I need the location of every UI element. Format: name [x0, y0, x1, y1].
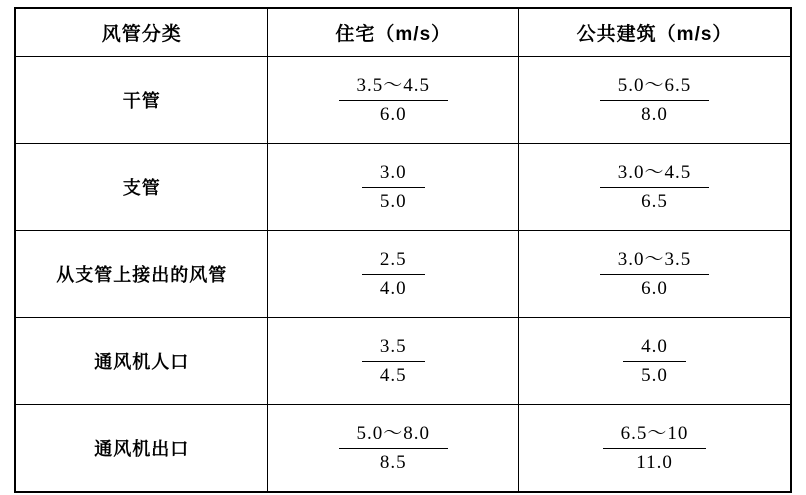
row-category: 通风机出口 — [15, 405, 268, 493]
row-category: 支管 — [15, 144, 268, 231]
row-public-value — [519, 57, 791, 144]
fraction-denominator: 4.0 — [379, 277, 407, 299]
fraction-denominator: 5.0 — [641, 364, 668, 386]
fraction — [603, 422, 707, 475]
row-public-value — [519, 318, 791, 405]
table-row — [15, 57, 791, 144]
table-row — [15, 144, 791, 231]
fraction — [362, 161, 425, 214]
row-category: 从支管上接出的风管 — [15, 231, 268, 318]
fraction-denominator: 5.0 — [379, 190, 407, 212]
fraction-denominator: 8.0 — [641, 103, 668, 125]
row-public-value — [519, 405, 791, 493]
row-residential-value — [268, 144, 519, 231]
row-residential-value — [268, 318, 519, 405]
fraction-numerator: 3.5～4.5 — [339, 74, 449, 101]
fraction-denominator: 8.5 — [379, 451, 407, 473]
fraction — [600, 161, 710, 214]
header-cell-category: 风管分类 — [15, 8, 268, 57]
fraction — [600, 248, 710, 301]
row-residential-value — [268, 231, 519, 318]
table-row — [15, 405, 791, 493]
table-header-row — [15, 8, 791, 57]
fraction-numerator: 3.0～3.5 — [600, 248, 710, 275]
fraction-numerator: 3.0～4.5 — [600, 161, 710, 188]
header-cell-residential: 住宅（m/s） — [268, 8, 519, 57]
fraction-numerator: 3.5 — [362, 335, 425, 362]
row-public-value — [519, 144, 791, 231]
fraction-denominator: 4.5 — [379, 364, 407, 386]
fraction — [623, 335, 686, 388]
duct-velocity-table — [14, 7, 792, 493]
fraction-numerator: 6.5～10 — [603, 422, 707, 449]
fraction-denominator: 11.0 — [636, 451, 673, 473]
duct-velocity-table-container — [14, 7, 792, 488]
fraction-denominator: 6.0 — [379, 103, 407, 125]
fraction-numerator: 2.5 — [362, 248, 425, 275]
fraction-numerator: 4.0 — [623, 335, 686, 362]
fraction — [339, 422, 449, 475]
fraction-denominator: 6.5 — [641, 190, 668, 212]
fraction — [362, 248, 425, 301]
table-row — [15, 231, 791, 318]
fraction-denominator: 6.0 — [641, 277, 668, 299]
fraction — [362, 335, 425, 388]
row-residential-value — [268, 405, 519, 493]
row-residential-value — [268, 57, 519, 144]
fraction-numerator: 5.0～8.0 — [339, 422, 449, 449]
fraction — [600, 74, 710, 127]
fraction — [339, 74, 449, 127]
row-public-value — [519, 231, 791, 318]
row-category: 干管 — [15, 57, 268, 144]
header-cell-public: 公共建筑（m/s） — [519, 8, 791, 57]
table-row — [15, 318, 791, 405]
fraction-numerator: 5.0～6.5 — [600, 74, 710, 101]
row-category: 通风机人口 — [15, 318, 268, 405]
fraction-numerator: 3.0 — [362, 161, 425, 188]
